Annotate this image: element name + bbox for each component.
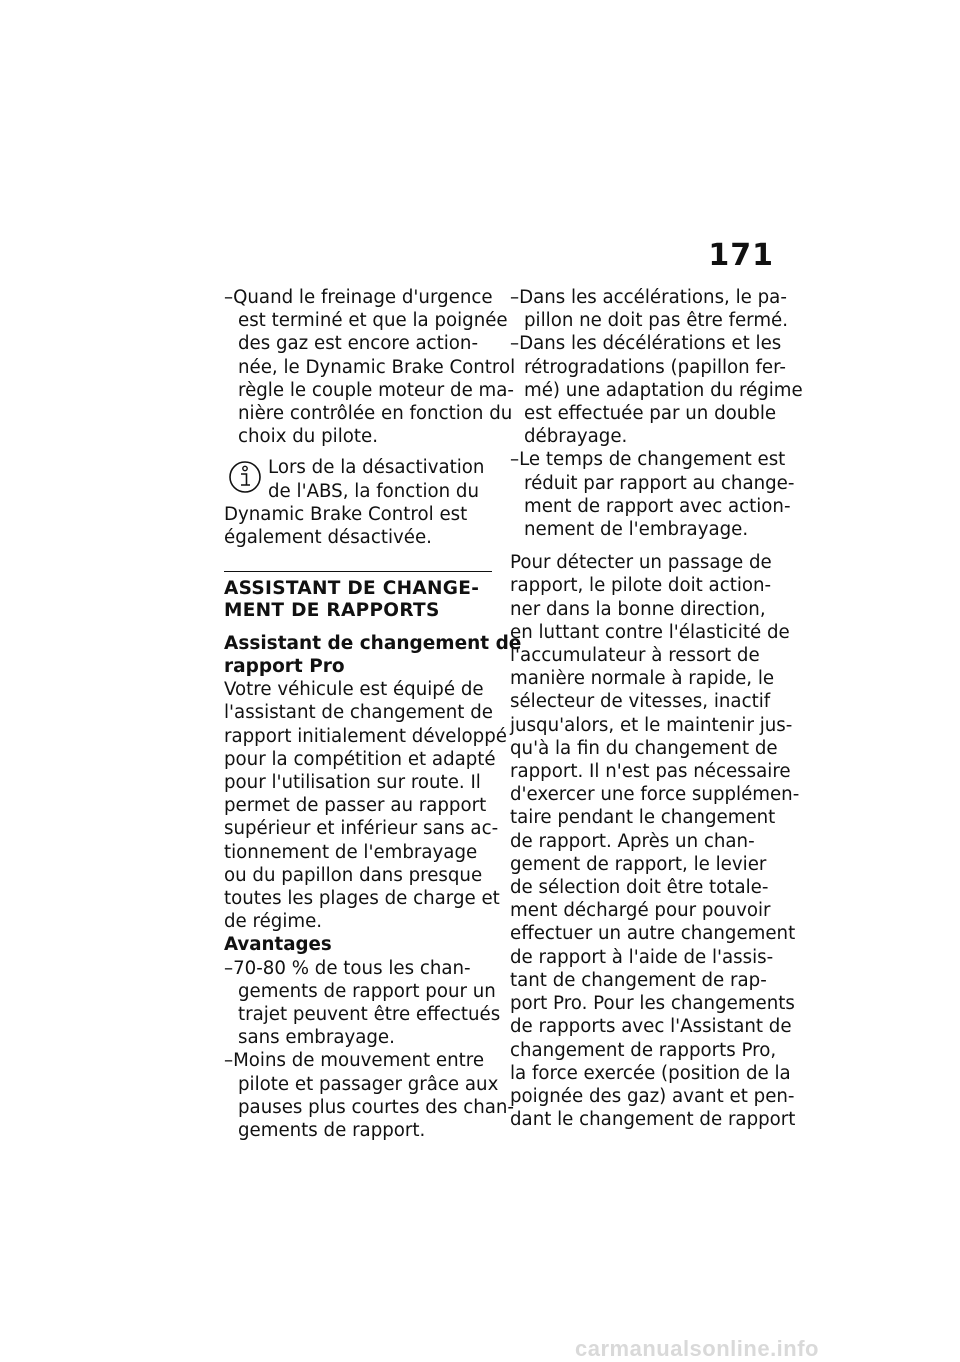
text-line: de régime. (224, 911, 323, 933)
text-line: manière normale à rapide, le (510, 668, 775, 690)
text-line: Dynamic Brake Control est (224, 503, 468, 525)
text-line: rapport. Il n'est pas nécessaire (510, 761, 791, 783)
text-line: dant le changement de rapport (510, 1109, 796, 1131)
advantage-item (224, 957, 501, 1050)
text-line: rapport, le pilote doit action- (510, 575, 772, 597)
text-line: Lors de la désactivation (268, 457, 485, 479)
text-line: rapport initialement développé (224, 725, 507, 747)
text-line: pilote et passager grâce aux (238, 1073, 499, 1095)
text-line: trajet peuvent être effectués (238, 1004, 501, 1026)
section-title (224, 578, 492, 622)
text-line: ou du papillon dans presque (224, 864, 483, 886)
text-line: l'assistant de changement de (224, 702, 493, 724)
left-column (224, 286, 522, 1142)
text-line: d'exercer une force supplémen- (510, 784, 800, 806)
text-line: pillon ne doit pas être fermé. (524, 310, 789, 332)
text-line: Votre véhicule est équipé de (224, 679, 484, 701)
text-line: –Moins de mouvement entre (224, 1050, 485, 1072)
text-line: toutes les plages de charge et (224, 888, 500, 910)
text-line: taire pendant le changement (510, 807, 776, 829)
text-line: –70-80 % de tous les chan- (224, 957, 471, 979)
advantage-item (510, 332, 803, 448)
text-line: règle le couple moteur de ma- (238, 379, 514, 401)
text-line: effectuer un autre changement (510, 923, 796, 945)
text-line: débrayage. (524, 426, 628, 448)
advantages-heading: Avantages (224, 934, 332, 956)
advantage-item (224, 1049, 514, 1142)
text-line: qu'à la fin du changement de (510, 737, 778, 759)
text-line: changement de rapports Pro, (510, 1039, 777, 1061)
text-line: est terminé et que la poignée (238, 310, 508, 332)
text-line: –Dans les décélérations et les (510, 333, 782, 355)
subsection-title (224, 632, 522, 678)
text-line: –Dans les accélérations, le pa- (510, 287, 787, 308)
text-line: pour l'utilisation sur route. Il (224, 772, 481, 794)
text-line: pour la compétition et adapté (224, 748, 496, 770)
text-line: née, le Dynamic Brake Control (238, 356, 516, 378)
text-line: en luttant contre l'élasticité de (510, 621, 790, 643)
text-line: pauses plus courtes des chan- (238, 1096, 514, 1118)
advantage-item (510, 448, 795, 541)
text-line: –Quand le freinage d'urgence (224, 287, 493, 308)
text-line: gements de rapport pour un (238, 980, 496, 1002)
advantage-item (510, 286, 789, 332)
text-line: ner dans la bonne direction, (510, 598, 766, 620)
text-line: jusqu'alors, et le maintenir jus- (510, 714, 793, 736)
text-line: –Le temps de changement est (510, 449, 786, 471)
text-line: de rapport à l'aide de l'assis- (510, 946, 774, 968)
text-line: choix du pilote. (238, 426, 378, 448)
text-line: rétrogradations (papillon fer- (524, 356, 786, 378)
text-line: gement de rapport, le levier (510, 853, 767, 875)
text-line: la force exercée (position de la (510, 1062, 791, 1084)
text-line: l'accumulateur à ressort de (510, 645, 760, 667)
intro-paragraph (224, 678, 507, 933)
text-line: de rapports avec l'Assistant de (510, 1016, 792, 1038)
text-line: permet de passer au rapport (224, 795, 487, 817)
text-line: mé) une adaptation du régime (524, 379, 803, 401)
text-line: réduit par rapport au change- (524, 472, 795, 494)
text-line: ment déchargé pour pouvoir (510, 900, 771, 922)
text-line: sans embrayage. (238, 1027, 395, 1049)
text-line: poignée des gaz) avant et pen- (510, 1085, 795, 1107)
text-line: des gaz est encore action- (238, 333, 479, 355)
info-note (224, 456, 492, 549)
text-line: tant de changement de rap- (510, 969, 767, 991)
text-line: Pour détecter un passage de (510, 552, 772, 574)
text-line: tionnement de l'embrayage (224, 841, 478, 863)
section-divider (224, 571, 492, 572)
emergency-brake-bullet (224, 286, 516, 448)
text-line: nement de l'embrayage. (524, 519, 749, 541)
text-line: gements de rapport. (238, 1120, 426, 1142)
watermark-logo: carmanualsonline.info (575, 1336, 819, 1361)
text-line: ment de rapport avec action- (524, 495, 791, 517)
page-number: 171 (708, 238, 774, 273)
text-line: Assistant de changement de (224, 633, 522, 655)
text-line: de rapport. Après un chan- (510, 830, 755, 852)
text-line: ASSISTANT DE CHANGE- (224, 578, 480, 600)
text-line: supérieur et inférieur sans ac- (224, 818, 499, 840)
right-column (510, 286, 803, 1131)
text-line: également désactivée. (224, 527, 432, 549)
shift-detection-paragraph (510, 551, 800, 1131)
text-line: est effectuée par un double (524, 403, 777, 425)
text-line: nière contrôlée en fonction du (238, 403, 513, 425)
text-line: MENT DE RAPPORTS (224, 600, 440, 622)
text-line: sélecteur de vitesses, inactif (510, 691, 771, 713)
text-line: port Pro. Pour les changements (510, 993, 795, 1015)
info-icon (226, 458, 264, 496)
text-line: rapport Pro (224, 656, 345, 678)
text-line: de l'ABS, la fonction du (268, 480, 480, 502)
text-line: de sélection doit être totale- (510, 877, 769, 899)
